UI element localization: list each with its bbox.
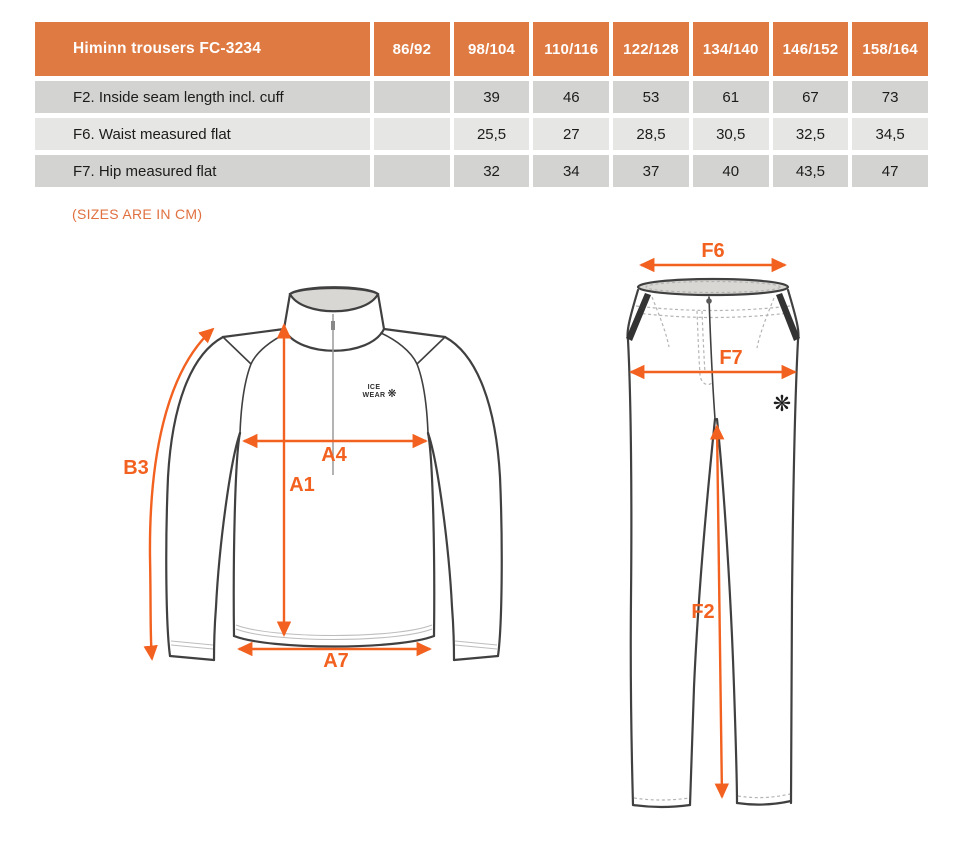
value-cell: 47 xyxy=(852,155,928,187)
value-cell: 46 xyxy=(533,81,609,113)
value-cell xyxy=(374,118,450,150)
value-cell: 27 xyxy=(533,118,609,150)
dim-label-f7: F7 xyxy=(719,347,743,369)
column-header-2: 98/104 xyxy=(454,22,530,76)
column-header-5: 134/140 xyxy=(693,22,769,76)
dim-label-f6: F6 xyxy=(701,240,725,262)
dim-label-a1: A1 xyxy=(289,474,315,496)
value-cell: 53 xyxy=(613,81,689,113)
value-cell xyxy=(374,81,450,113)
snowflake-icon: ❋ xyxy=(387,387,397,400)
value-cell: 34,5 xyxy=(852,118,928,150)
value-cell: 32,5 xyxy=(773,118,849,150)
dim-label-a7: A7 xyxy=(323,650,349,672)
row-label-f7: F7. Hip measured flat xyxy=(35,155,370,187)
icewear-logo-text: WEAR xyxy=(362,392,386,399)
value-cell: 40 xyxy=(693,155,769,187)
value-cell: 43,5 xyxy=(773,155,849,187)
dim-label-f2: F2 xyxy=(691,601,715,623)
value-cell: 39 xyxy=(454,81,530,113)
measurement-diagrams xyxy=(0,237,958,857)
sweater-collar-inner xyxy=(290,288,378,311)
dim-arrow-f2 xyxy=(717,426,722,797)
zipper-pull xyxy=(331,321,335,330)
size-table xyxy=(35,22,928,187)
column-header-4: 122/128 xyxy=(613,22,689,76)
column-header-7: 158/164 xyxy=(852,22,928,76)
dim-label-b3: B3 xyxy=(123,457,149,479)
snowflake-icon: ❋ xyxy=(772,392,792,417)
trousers-diagram xyxy=(626,240,800,807)
value-cell: 34 xyxy=(533,155,609,187)
icewear-logo-text: ICE xyxy=(367,384,381,391)
column-header-3: 110/116 xyxy=(533,22,609,76)
value-cell: 37 xyxy=(613,155,689,187)
dim-label-a4: A4 xyxy=(321,444,347,466)
row-label-f2: F2. Inside seam length incl. cuff xyxy=(35,81,370,113)
column-header-6: 146/152 xyxy=(773,22,849,76)
dim-arrow-b3 xyxy=(150,329,213,659)
column-header-1: 86/92 xyxy=(374,22,450,76)
value-cell xyxy=(374,155,450,187)
row-label-f6: F6. Waist measured flat xyxy=(35,118,370,150)
value-cell: 67 xyxy=(773,81,849,113)
value-cell: 73 xyxy=(852,81,928,113)
value-cell: 30,5 xyxy=(693,118,769,150)
value-cell: 25,5 xyxy=(454,118,530,150)
waist-button xyxy=(706,298,712,304)
value-cell: 61 xyxy=(693,81,769,113)
units-note: (SIZES ARE IN CM) xyxy=(72,206,203,222)
table-title: Himinn trousers FC-3234 xyxy=(35,22,370,76)
value-cell: 28,5 xyxy=(613,118,689,150)
sweater-diagram xyxy=(123,287,502,672)
value-cell: 32 xyxy=(454,155,530,187)
